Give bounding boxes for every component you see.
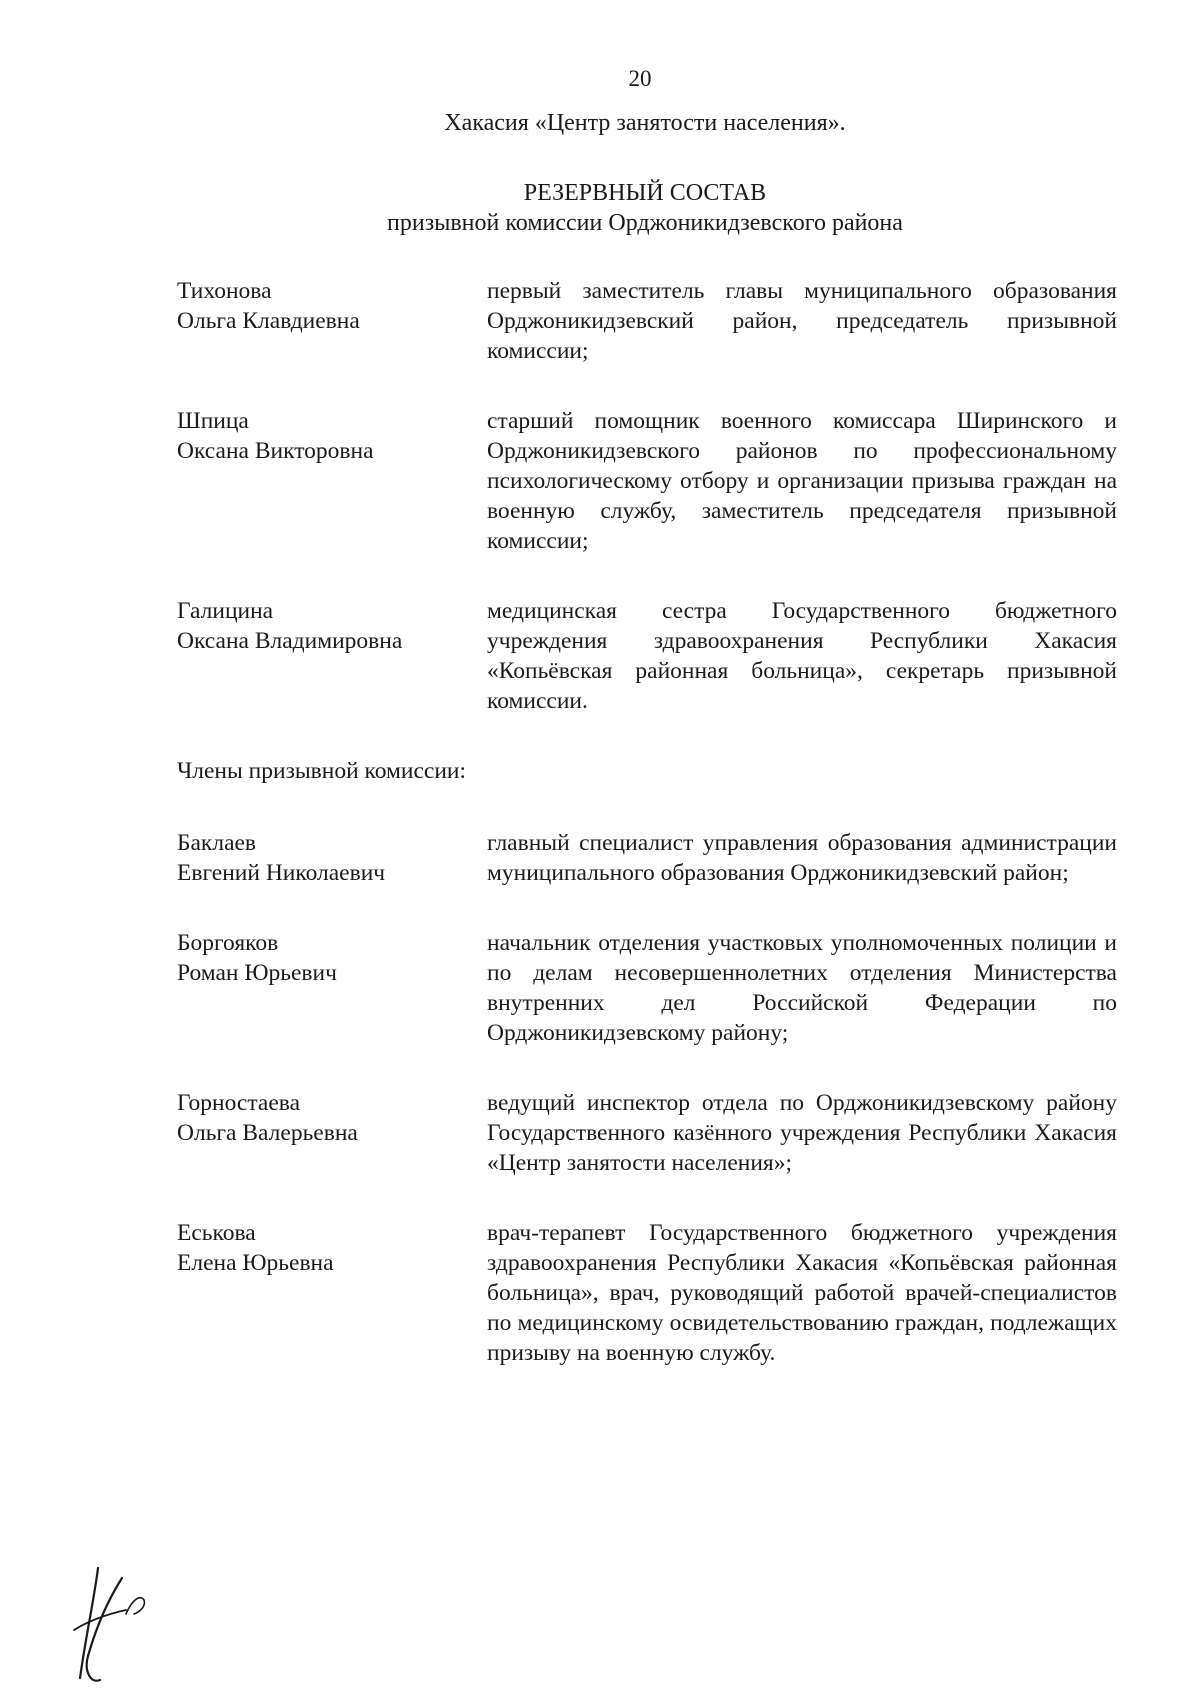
member-entry	[177, 1088, 1117, 1178]
person-name	[177, 928, 487, 1048]
person-surname: Горностаева	[177, 1090, 300, 1116]
person-position: главный специалист управления образования администрации муниципального образования Орджоникидзевский район;	[487, 830, 1117, 886]
person-surname: Шпица	[177, 408, 249, 434]
member-entry	[177, 828, 1117, 888]
person-given-names: Елена Юрьевна	[177, 1250, 334, 1276]
person-given-names: Оксана Викторовна	[177, 438, 374, 464]
title-block	[0, 178, 1200, 238]
person-position: врач-терапевт Государственного бюджетного учреждения здравоохранения Республики Хакасия «Копьёвская районная больница», врач, руководящий работой врачей-специалистов по медицинскому освидетельствованию граждан, подлежащих призыву на военную службу.	[487, 1220, 1117, 1366]
document-title: РЕЗЕРВНЫЙ СОСТАВ	[523, 180, 767, 206]
document-subtitle: призывной комиссии Орджоникидзевского района	[387, 210, 903, 236]
person-name	[177, 596, 487, 716]
person-name	[177, 1218, 487, 1368]
commission-list	[177, 276, 1117, 1408]
member-entry	[177, 1218, 1117, 1368]
person-position: медицинская сестра Государственного бюджетного учреждения здравоохранения Республики Хакасия «Копьёвская районная больница», секретарь призывной комиссии.	[487, 598, 1117, 714]
person-position: начальник отделения участковых уполномоченных полиции и по делам несовершеннолетних отделения Министерства внутренних дел Российской Федерации по Орджоникидзевскому району;	[487, 930, 1117, 1046]
person-given-names: Ольга Клавдиевна	[177, 308, 360, 334]
continuation-line: Хакасия «Центр занятости населения».	[444, 110, 846, 136]
person-given-names: Ольга Валерьевна	[177, 1120, 358, 1146]
person-given-names: Оксана Владимировна	[177, 628, 403, 654]
members-heading: Члены призывной комиссии:	[177, 758, 467, 784]
person-name	[177, 1088, 487, 1178]
person-surname: Галицина	[177, 598, 274, 624]
person-given-names: Роман Юрьевич	[177, 960, 337, 986]
leadership-entry	[177, 596, 1117, 716]
person-position: первый заместитель главы муниципального образования Орджоникидзевский район, председатель призывной комиссии;	[487, 278, 1117, 364]
leadership-entry	[177, 276, 1117, 366]
person-surname: Баклаев	[177, 830, 257, 856]
leadership-entry	[177, 406, 1117, 556]
person-name	[177, 828, 487, 888]
person-position: ведущий инспектор отдела по Орджоникидзевскому району Государственного казённого учреждения Республики Хакасия «Центр занятости населения»;	[487, 1090, 1117, 1176]
person-name	[177, 406, 487, 556]
person-surname: Еськова	[177, 1220, 256, 1246]
person-position: старший помощник военного комиссара Ширинского и Орджоникидзевского районов по профессиональному психологическому отбору и организации призыва граждан на военную службу, заместитель председателя призывной комиссии;	[487, 408, 1117, 554]
handwritten-signature	[60, 1560, 180, 1690]
page-number: 20	[628, 66, 652, 91]
person-surname: Тихонова	[177, 278, 272, 304]
person-given-names: Евгений Николаевич	[177, 860, 386, 886]
person-surname: Боргояков	[177, 930, 279, 956]
member-entry	[177, 928, 1117, 1048]
person-name	[177, 276, 487, 366]
